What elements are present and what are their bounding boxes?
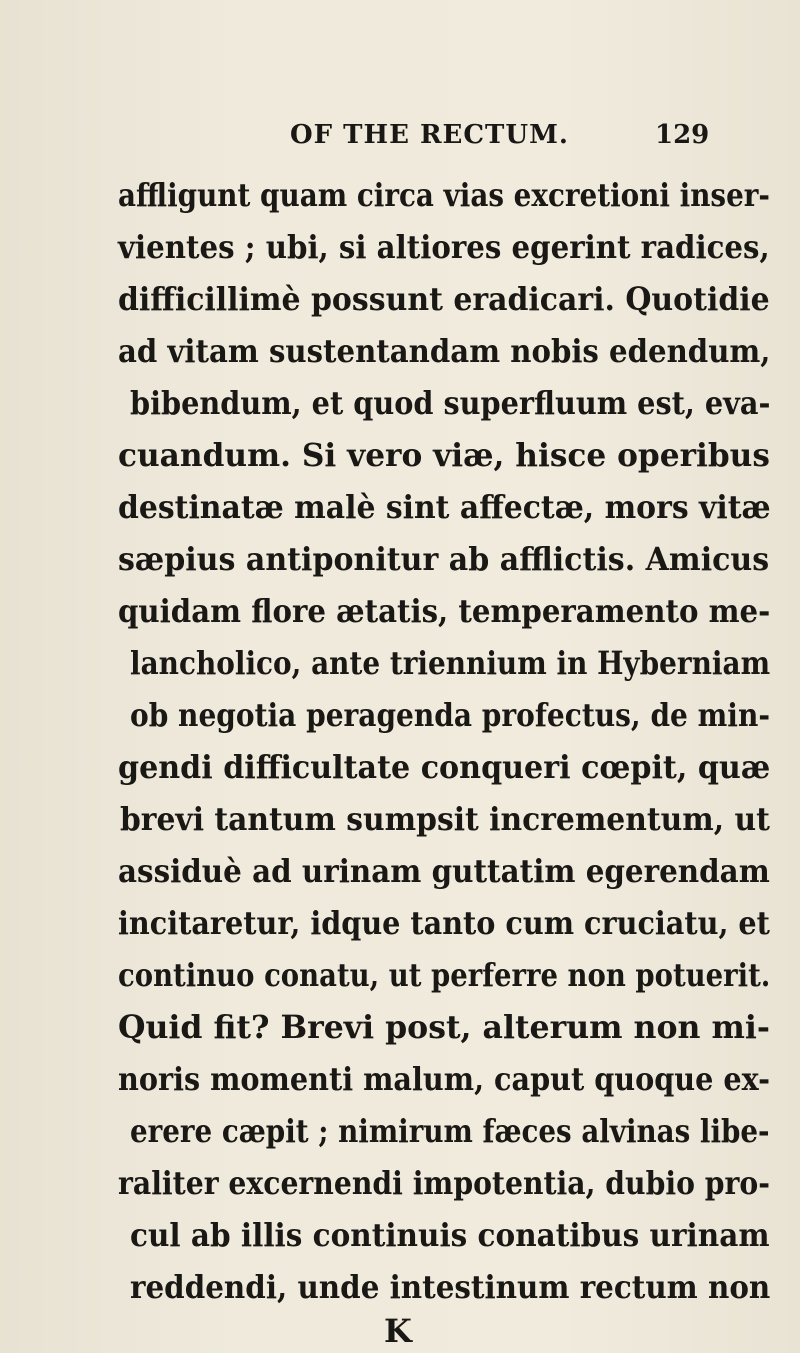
text-line: noris momenti malum, caput quoque ex- xyxy=(118,1060,771,1098)
text-line: incitaretur, idque tanto cum cruciatu, et xyxy=(118,904,770,942)
text-line: quidam flore ætatis, temperamento me- xyxy=(118,592,771,630)
text-line: assiduè ad urinam guttatim egerendam xyxy=(118,852,770,890)
running-title: OF THE RECTUM. xyxy=(290,120,569,150)
page-number: 129 xyxy=(655,120,710,150)
text-line: bibendum, et quod superfluum est, eva- xyxy=(130,384,771,422)
text-line: vientes ; ubi, si altiores egerint radices, xyxy=(118,228,770,266)
text-line: destinatæ malè sint affectæ, mors vitæ xyxy=(118,488,771,526)
text-line: continuo conatu, ut perferre non potuerit. xyxy=(118,956,771,994)
text-line: affligunt quam circa vias excretioni inser- xyxy=(118,176,770,214)
text-line: brevi tantum sumpsit incrementum, ut xyxy=(120,800,770,838)
text-line: gendi difficultate conqueri cœpit, quæ xyxy=(118,748,771,786)
text-line: reddendi, unde intestinum rectum non xyxy=(130,1268,771,1306)
signature-mark: K xyxy=(384,1312,412,1350)
text-line: cul ab illis continuis conatibus urinam xyxy=(130,1216,770,1254)
text-line: difficillimè possunt eradicari. Quotidie xyxy=(118,280,770,318)
text-line: ad vitam sustentandam nobis edendum, xyxy=(118,332,771,370)
text-line: cuandum. Si vero viæ, hisce operibus xyxy=(118,436,770,474)
text-line: erere cæpit ; nimirum fæces alvinas libe- xyxy=(130,1112,770,1150)
text-line: ob negotia peragenda profectus, de min- xyxy=(130,696,770,734)
text-line: raliter excernendi impotentia, dubio pro- xyxy=(118,1164,770,1202)
text-line: Quid fit? Brevi post, alterum non mi- xyxy=(118,1008,770,1046)
text-line: lancholico, ante triennium in Hyberniam xyxy=(130,644,771,682)
page-header xyxy=(0,120,800,160)
text-line: sæpius antiponitur ab afflictis. Amicus xyxy=(118,540,770,578)
